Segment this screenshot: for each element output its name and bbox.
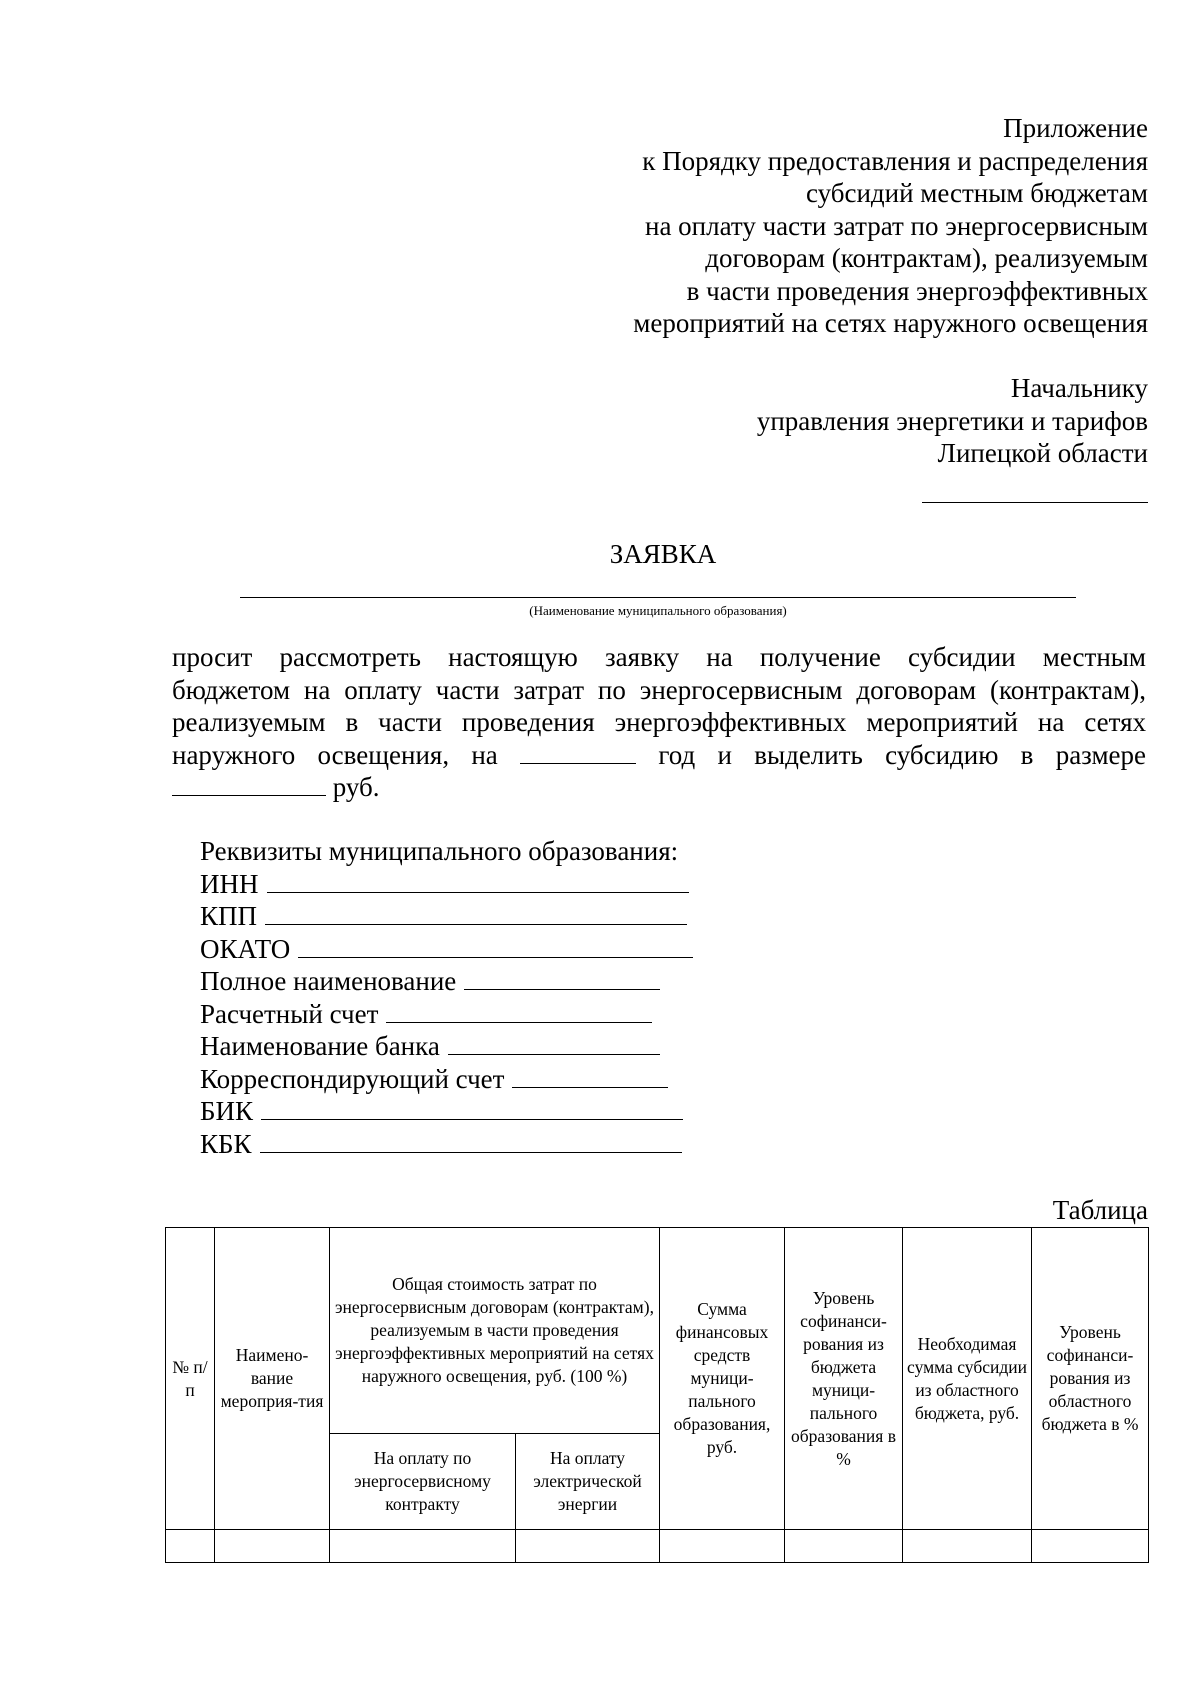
- subsidy-table: [165, 1227, 1149, 1563]
- requisite-blank: [464, 969, 660, 990]
- col-sub-energy-header: На оплату электрической энергии: [516, 1434, 660, 1530]
- recipient-line: управления энергетики и тарифов: [756, 405, 1148, 436]
- requisite-blank: [298, 937, 693, 958]
- requisite-label: ОКАТО: [200, 933, 291, 964]
- municipality-caption: (Наименование муниципального образования): [529, 603, 787, 618]
- year-blank: [520, 743, 636, 764]
- header-line: договорам (контрактам), реализуемым: [705, 243, 1148, 273]
- table-caption: Таблица: [1052, 1195, 1148, 1225]
- col-cofinancing-regional-header: Уровень софинанси-рования из областного бюджета в %: [1032, 1228, 1149, 1530]
- table-cell[interactable]: [215, 1530, 330, 1563]
- requisite-label: Корреспондирующий счет: [200, 1063, 505, 1094]
- requisite-bik: [200, 1095, 693, 1128]
- col-name-header: Наимено-вание мероприя-тия: [215, 1228, 330, 1530]
- header-line: Приложение: [1003, 113, 1148, 143]
- municipality-name-blank: [240, 597, 1076, 598]
- requisites-block: [200, 835, 693, 1160]
- requisite-blank: [386, 1002, 652, 1023]
- requisite-blank: [512, 1067, 668, 1088]
- currency-label: руб.: [332, 772, 380, 802]
- requisite-full-name: [200, 965, 693, 998]
- requisite-inn: [200, 868, 693, 901]
- recipient-line: Начальнику: [1010, 373, 1148, 403]
- requisite-label: Расчетный счет: [200, 998, 379, 1029]
- recipient-block: [528, 372, 1148, 510]
- document-title: ЗАЯВКА: [609, 539, 717, 569]
- body-line-amount: [172, 771, 1146, 804]
- requisites-heading: Реквизиты муниципального образования:: [200, 836, 679, 866]
- requisite-blank: [448, 1034, 660, 1055]
- col-num-header: № п/п: [166, 1228, 215, 1530]
- requisite-blank: [265, 904, 687, 925]
- table-cell[interactable]: [903, 1530, 1032, 1563]
- requisite-blank: [260, 1132, 682, 1153]
- col-sub-contract-header: На оплату по энергосервисному контракту: [330, 1434, 516, 1530]
- table-cell[interactable]: [516, 1530, 660, 1563]
- body-line: бюджетом на оплату части затрат по энергосервисным договорам (контрактам),: [172, 674, 1146, 705]
- requisite-okato: [200, 933, 693, 966]
- table-cell[interactable]: [330, 1530, 516, 1563]
- requisite-corr-account: [200, 1063, 693, 1096]
- body-line-year: [172, 739, 1146, 772]
- requisite-bank: [200, 1030, 693, 1063]
- header-line: в части проведения энергоэффективных: [686, 275, 1148, 306]
- col-total-cost-header: Общая стоимость затрат по энергосервисным договорам (контрактам), реализуемым в части проведения энергоэффективных мероприятий на сетях наружного освещения, руб. (100 %): [330, 1228, 660, 1434]
- table-cell[interactable]: [660, 1530, 785, 1563]
- requisite-label: Наименование банка: [200, 1031, 440, 1061]
- table-cell[interactable]: [166, 1530, 215, 1563]
- body-text-b: год и выделить субсидию в размере: [658, 739, 1147, 770]
- requisite-label: ИНН: [200, 868, 259, 899]
- body-line: просит рассмотреть настоящую заявку на получение субсидии местным: [172, 642, 1146, 672]
- request-body: [172, 641, 1146, 804]
- col-municipal-funds-header: Сумма финансовых средств муници-пального образования, руб.: [660, 1228, 785, 1530]
- header-line: мероприятий на сетях наружного освещения: [633, 308, 1148, 338]
- requisite-account: [200, 998, 693, 1031]
- requisite-kpp: [200, 900, 693, 933]
- recipient-line: Липецкой области: [937, 438, 1148, 468]
- requisite-label: КБК: [200, 1128, 252, 1159]
- header-line: к Порядку предоставления и распределения: [642, 145, 1148, 176]
- requisite-label: Полное наименование: [200, 966, 457, 996]
- recipient-name-blank: [922, 482, 1148, 503]
- requisite-label: КПП: [200, 901, 258, 931]
- amount-blank: [172, 775, 326, 796]
- requisite-label: БИК: [200, 1096, 254, 1126]
- header-line: на оплату части затрат по энергосервисным: [645, 210, 1148, 241]
- table-cell[interactable]: [785, 1530, 903, 1563]
- body-line: реализуемым в части проведения энергоэффективных мероприятий на сетях: [172, 707, 1146, 737]
- col-cofinancing-municipal-header: Уровень софинанси-рования из бюджета муници-пального образования в %: [785, 1228, 903, 1530]
- header-line: субсидий местным бюджетам: [805, 178, 1148, 208]
- requisite-kbk: [200, 1128, 693, 1161]
- body-text-a: наружного освещения, на: [172, 739, 498, 770]
- requisite-blank: [261, 1099, 683, 1120]
- table-cell[interactable]: [1032, 1530, 1149, 1563]
- requisite-blank: [267, 872, 689, 893]
- col-required-subsidy-header: Необходимая сумма субсидии из областного бюджета, руб.: [903, 1228, 1032, 1530]
- appendix-header: [528, 112, 1148, 340]
- table-row: [166, 1530, 1149, 1563]
